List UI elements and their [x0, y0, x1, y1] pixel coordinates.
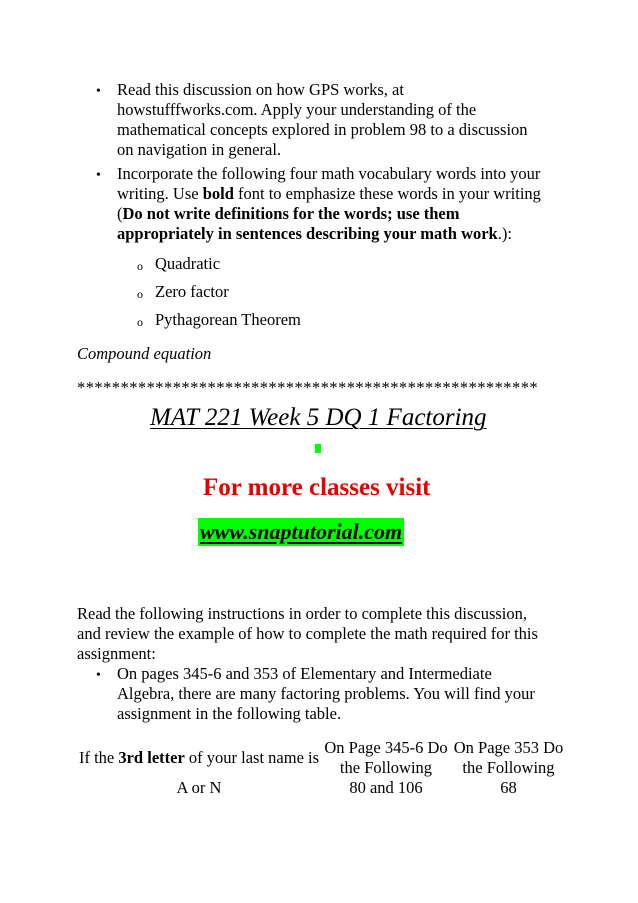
bullet3-line: Algebra, there are many factoring problems. You will find your: [117, 684, 535, 703]
bold-instruction: Do not write definitions for the words; use them: [122, 204, 460, 223]
bullet1-line: Read this discussion on how GPS works, at: [117, 80, 404, 99]
table-cell: A or N: [176, 778, 222, 797]
bullet3-line: On pages 345-6 and 353 of Elementary and Intermediate: [117, 664, 492, 683]
bullet2-line: [117, 184, 541, 204]
vocab-item: Quadratic: [155, 254, 221, 273]
table-row: [77, 778, 566, 798]
text-run: writing. Use: [117, 184, 203, 203]
bullet1-line: mathematical concepts explored in problem 98 to a discussion: [117, 120, 528, 139]
table-cell: 80 and 106: [349, 778, 423, 797]
site-link[interactable]: www.snaptutorial.com: [200, 519, 403, 544]
bullet3-line: assignment in the following table.: [117, 704, 342, 723]
intro-line: assignment:: [77, 644, 156, 663]
vocab-item: Zero factor: [155, 282, 229, 301]
intro-line: and review the example of how to complete the math required for this: [77, 624, 538, 643]
text-run: If the: [78, 748, 119, 767]
bullet-dot: •: [96, 168, 101, 183]
table-header-row: [77, 738, 566, 778]
bullet2-line: [117, 204, 460, 224]
circle-bullet-icon: o: [137, 315, 143, 329]
intro-line: Read the following instructions in order to complete this discussion,: [77, 604, 528, 623]
circle-bullet-icon: o: [137, 259, 143, 273]
page-title: MAT 221 Week 5 DQ 1 Factoring: [150, 404, 487, 431]
bold-instruction: appropriately in sentences describing your math work: [117, 224, 498, 243]
bullet2-line: Incorporate the following four math vocabulary words into your: [117, 164, 541, 183]
bullet1-line: on navigation in general.: [117, 140, 282, 159]
circle-bullet-icon: o: [137, 287, 143, 301]
visit-text: For more classes visit: [203, 474, 431, 501]
bullet-dot: •: [96, 84, 101, 99]
bullet1-line: howstufffworks.com. Apply your understanding of the: [117, 100, 477, 119]
table-cell: 68: [500, 778, 517, 797]
text-run: font to emphasize these words in your writing: [233, 184, 541, 203]
highlight-marker: [315, 444, 321, 453]
compound-equation: Compound equation: [77, 344, 212, 363]
assignment-table: [77, 738, 566, 798]
table-header-cell: On Page 345-6 Do the Following: [324, 738, 448, 777]
bullet2-line: [117, 224, 512, 244]
table-header-cell: [77, 738, 321, 778]
text-run: of your last name is: [184, 748, 320, 767]
vocab-item: Pythagorean Theorem: [155, 310, 301, 329]
bullet-dot: •: [96, 668, 101, 683]
text-run: .):: [497, 224, 512, 243]
table-header-cell: On Page 353 Do the Following: [453, 738, 564, 777]
bold-word: 3rd letter: [118, 748, 185, 767]
bold-word: bold: [202, 184, 234, 203]
text-run: (: [117, 204, 123, 223]
star-separator: *****************************************************: [77, 378, 539, 397]
